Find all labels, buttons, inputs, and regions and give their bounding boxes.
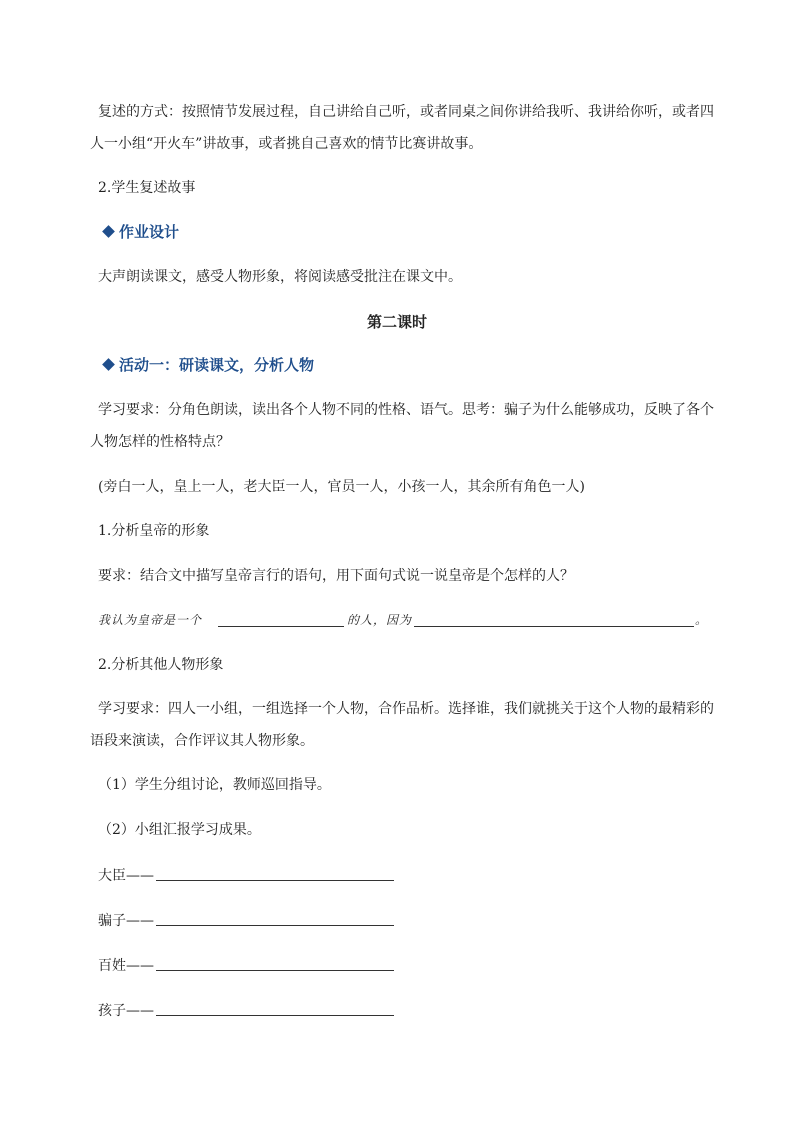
homework-text: 大声朗读课文，感受人物形象，将阅读感受批注在课文中。 xyxy=(98,269,462,285)
diamond-bullet-icon xyxy=(102,358,115,371)
slot-label-minister: 大臣—— xyxy=(98,868,154,884)
fill-blank-minister[interactable] xyxy=(156,880,394,881)
fill-blank-swindler[interactable] xyxy=(156,925,394,926)
sentence-pattern-part2: 的人，因为 xyxy=(347,613,413,627)
retell-method-line2: 人一小组“开火车”讲故事，或者挑自己喜欢的情节比赛讲故事。 xyxy=(90,136,483,152)
fill-blank-emperor-reason[interactable] xyxy=(414,626,694,627)
diamond-bullet-icon xyxy=(102,225,115,238)
step-group-report: （2）小组汇报学习成果。 xyxy=(98,822,261,838)
homework-heading xyxy=(102,222,179,242)
emperor-requirement: 要求：结合文中描写皇帝言行的语句，用下面句式说一说皇帝是个怎样的人？ xyxy=(98,568,574,584)
slot-label-people: 百姓—— xyxy=(98,958,154,974)
slot-label-child: 孩子—— xyxy=(98,1003,154,1019)
homework-heading-text: 作业设计 xyxy=(119,223,180,241)
sub-heading-emperor: 1.分析皇帝的形象 xyxy=(98,523,210,539)
learning-req-line1: 学习要求：分角色朗读，读出各个人物不同的性格、语气。思考：骗子为什么能够成功，反映了各个 xyxy=(98,402,714,418)
fill-blank-emperor-trait[interactable] xyxy=(218,626,344,627)
sub-heading-other-characters: 2.分析其他人物形象 xyxy=(98,657,224,673)
slot-label-swindler: 骗子—— xyxy=(98,913,154,929)
group-req-line1: 学习要求：四人一小组，一组选择一个人物，合作品析。选择谁，我们就挑关于这个人物的最精彩的 xyxy=(98,701,714,717)
roles-note: (旁白一人，皇上一人，老大臣一人，官员一人，小孩一人，其余所有角色一人) xyxy=(98,479,585,495)
lesson2-title: 第二课时 xyxy=(366,313,427,331)
fill-blank-child[interactable] xyxy=(156,1015,394,1016)
sentence-pattern-part1: 我认为皇帝是一个 xyxy=(98,613,203,627)
step-group-discussion: （1）学生分组讨论，教师巡回指导。 xyxy=(98,777,331,793)
retell-method-line1: 复述的方式：按照情节发展过程，自己讲给自己听，或者同桌之间你讲给我听、我讲给你听，或者四 xyxy=(98,104,714,120)
activity1-heading-text: 活动一：研读课文，分析人物 xyxy=(119,356,315,374)
step-retell-story: 2.学生复述故事 xyxy=(98,180,196,196)
activity1-heading xyxy=(102,355,314,375)
group-req-line2: 语段来演读，合作评议其人物形象。 xyxy=(90,733,314,749)
fill-blank-people[interactable] xyxy=(156,970,394,971)
sentence-pattern-end: 。 xyxy=(695,613,709,627)
learning-req-line2: 人物怎样的性格特点？ xyxy=(90,434,230,450)
